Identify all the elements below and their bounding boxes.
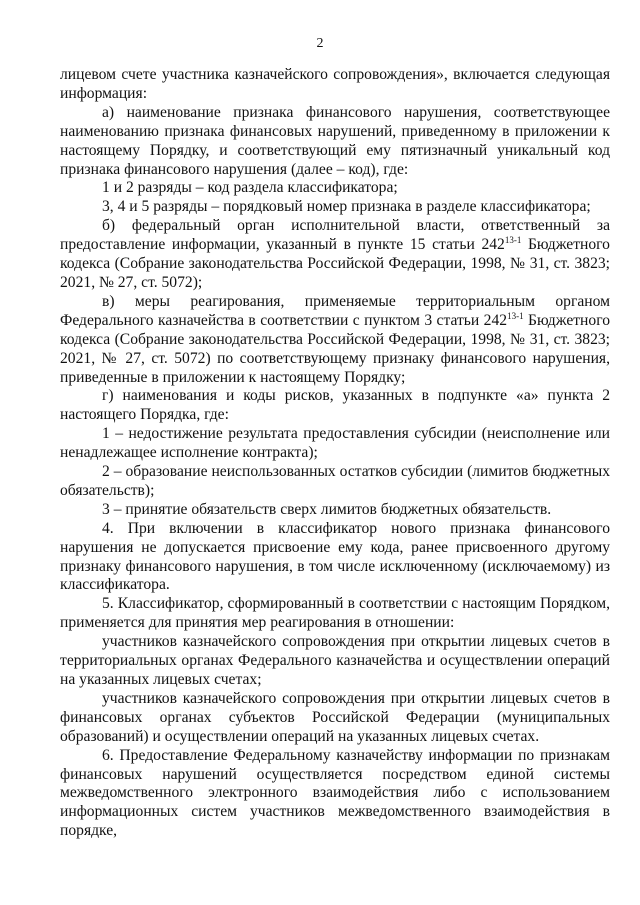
paragraph-digits-1-2: 1 и 2 разряды – код раздела классификатора; xyxy=(102,179,398,197)
paragraph-item-a: а) наименование признака финансового нарушения, соответствующее наименованию признака финансовых нарушений, приведенному в приложении к настоящему Порядку, и соответствующий ему пятизначный уникальный код признака финансового нарушения (далее – код), где: xyxy=(60,103,610,178)
paragraph-item-v-text-tail: Бюджетного кодекса (Собрание законодательства Российской Федерации, 1998, № 31, ст. 3823; 2021, № 27, ст. 5072) по соответствующему признаку финансового нарушения, приведенные в приложении к настоящему Порядку; xyxy=(60,311,610,386)
paragraph-section-6: 6. Предоставление Федеральному казначейству информации по признакам финансовых нарушений осуществляется посредством единой системы межведомственного электронного взаимодействия либо с использованием информационных систем участников межведомственного взаимодействия в порядке, xyxy=(60,746,610,840)
article-superscript: 13-1 xyxy=(504,235,522,246)
article-superscript: 13-1 xyxy=(507,310,524,321)
paragraph-continuation: лицевом счете участника казначейского сопровождения», включается следующая информация: xyxy=(60,66,610,102)
paragraph-participants-federal: участников казначейского сопровождения при открытии лицевых счетов в территориальных органах Федерального казначейства и осуществлении операций на указанных лицевых счетах; xyxy=(60,633,610,688)
paragraph-section-4: 4. При включении в классификатор нового признака финансового нарушения не допускается присвоение ему кода, ранее присвоенного другому признаку финансового нарушения, в том числе исключенному (исключаемому) из классификатора. xyxy=(60,519,610,594)
document-body xyxy=(60,66,610,841)
paragraph-section-5: 5. Классификатор, сформированный в соответствии с настоящим Порядком, применяется для принятия мер реагирования в отношении: xyxy=(60,595,610,632)
paragraph-item-g: г) наименования и коды рисков, указанных в подпункте «а» пункта 2 настоящего Порядка, где: xyxy=(60,387,610,424)
paragraph-risk-3: 3 – принятие обязательств сверх лимитов бюджетных обязательств. xyxy=(102,500,552,518)
paragraph-digits-3-5: 3, 4 и 5 разряды – порядковый номер признака в разделе классификатора; xyxy=(102,198,591,216)
paragraph-item-b-text-tail: Бюджетного кодекса (Собрание законодательства Российской Федерации, 1998, № 31, ст. 3823; 2021, № 27, ст. 5072); xyxy=(60,236,610,291)
paragraph-item-v-text: в) меры реагирования, применяемые территориальным органом Федерального казначейства в соответствии с пунктом 3 статьи 242 xyxy=(60,292,610,329)
page-number: 2 xyxy=(316,36,324,51)
paragraph-participants-regional: участников казначейского сопровождения при открытии лицевых счетов в финансовых органах субъектов Российской Федерации (муниципальных образований) и осуществлении операций на указанных лицевых счетах. xyxy=(60,689,610,745)
paragraph-risk-2: 2 – образование неиспользованных остатков субсидии (лимитов бюджетных обязательств); xyxy=(60,463,610,499)
paragraph-item-b-text: б) федеральный орган исполнительной власти, ответственный за предоставление информации, указанный в пункте 15 статьи 242 xyxy=(60,217,610,254)
paragraph-item-v xyxy=(60,293,610,388)
paragraph-risk-1: 1 – недостижение результата предоставления субсидии (неисполнение или ненадлежащее исполнение контракта); xyxy=(60,425,610,462)
paragraph-item-b xyxy=(60,217,610,293)
